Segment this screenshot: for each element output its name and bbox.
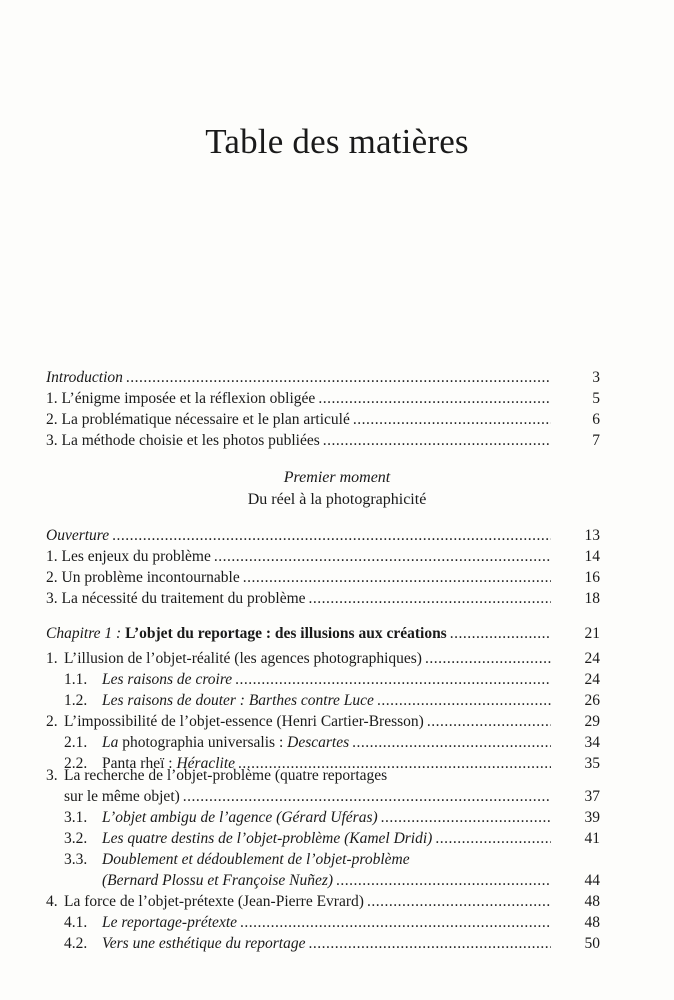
toc-page-number: 37 bbox=[584, 788, 600, 805]
toc-page-number: 13 bbox=[584, 527, 600, 544]
leader-dots bbox=[183, 786, 551, 807]
toc-subsection bbox=[46, 669, 600, 690]
toc-page-number: 5 bbox=[592, 390, 600, 407]
chapter-title: L’objet du reportage : des illusions aux créations bbox=[125, 625, 447, 642]
toc-entry-label: Vers une esthétique du reportage bbox=[102, 935, 306, 952]
toc-subsection bbox=[46, 870, 600, 891]
section-number: 1.1. bbox=[64, 671, 88, 688]
toc-entry bbox=[46, 567, 600, 588]
section-number: 4.1. bbox=[64, 914, 88, 931]
toc-page-number: 35 bbox=[584, 755, 600, 772]
toc-section bbox=[46, 711, 600, 732]
leader-dots bbox=[353, 409, 551, 430]
leader-dots bbox=[336, 870, 551, 891]
toc-entry-chapter bbox=[46, 623, 600, 644]
section-number: 3. bbox=[46, 767, 58, 784]
toc-entry-label: Introduction bbox=[46, 369, 123, 386]
toc-entry-label: L’illusion de l’objet-réalité (les agences photographiques) bbox=[64, 650, 422, 667]
leader-dots bbox=[425, 648, 551, 669]
toc-subsection bbox=[46, 807, 600, 828]
toc-entry-label: 3. La nécessité du traitement du problème bbox=[46, 590, 306, 607]
toc-entry-label: 2. La problématique nécessaire et le plan articulé bbox=[46, 411, 350, 428]
toc-page-number: 41 bbox=[584, 830, 600, 847]
toc-section-line1 bbox=[46, 765, 600, 786]
toc-entry-label: Les raisons de croire bbox=[102, 671, 233, 688]
toc-subsection bbox=[46, 732, 600, 753]
toc-page-number: 24 bbox=[584, 671, 600, 688]
toc-page-number: 34 bbox=[584, 734, 600, 751]
section-number: 1.2. bbox=[64, 692, 88, 709]
leader-dots bbox=[450, 623, 551, 644]
section-number: 4.2. bbox=[64, 935, 88, 952]
section-number: 1. bbox=[46, 650, 58, 667]
toc-entry-label: L’objet ambigu de l’agence (Gérard Uféras) bbox=[102, 809, 378, 826]
toc-entry-label-part: La bbox=[102, 734, 119, 751]
toc-entry-label: La recherche de l’objet-problème (quatre reportages bbox=[64, 767, 388, 784]
toc-entry-label: sur le même objet) bbox=[64, 788, 180, 805]
toc-subsection bbox=[46, 912, 600, 933]
toc-entry-label: (Bernard Plossu et Françoise Nuñez) bbox=[102, 872, 334, 889]
leader-dots bbox=[243, 567, 551, 588]
toc-section bbox=[46, 891, 600, 912]
leader-dots bbox=[435, 828, 551, 849]
toc-section bbox=[46, 786, 600, 807]
leader-dots bbox=[126, 367, 551, 388]
toc-section bbox=[46, 648, 600, 669]
toc-page-number: 18 bbox=[584, 590, 600, 607]
toc-entry-label-part: Panta rheï : bbox=[102, 755, 177, 772]
toc-entry-label: Ouverture bbox=[46, 527, 110, 544]
leader-dots bbox=[112, 525, 551, 546]
toc-entry bbox=[46, 388, 600, 409]
leader-dots bbox=[308, 933, 551, 954]
section-number: 3.3. bbox=[64, 851, 88, 868]
toc-page-number: 21 bbox=[584, 625, 600, 642]
toc-entry-label: Les raisons de douter : Barthes contre Luce bbox=[102, 692, 374, 709]
toc-page-number: 3 bbox=[592, 369, 600, 386]
section-number: 2.2. bbox=[64, 755, 88, 772]
toc-page-number: 26 bbox=[584, 692, 600, 709]
section-number: 4. bbox=[46, 893, 58, 910]
toc-subsection bbox=[46, 933, 600, 954]
leader-dots bbox=[367, 891, 551, 912]
toc-entry-label: La force de l’objet-prétexte (Jean-Pierre Evrard) bbox=[64, 893, 364, 910]
toc-page-number: 50 bbox=[584, 935, 600, 952]
toc-entry-label: 2. Un problème incontournable bbox=[46, 569, 240, 586]
leader-dots bbox=[381, 807, 551, 828]
toc-entry-label: Le reportage-prétexte bbox=[102, 914, 238, 931]
toc-entry-label: Les quatre destins de l’objet-problème (Kamel Dridi) bbox=[102, 830, 433, 847]
section-number: 3.2. bbox=[64, 830, 88, 847]
leader-dots bbox=[323, 430, 551, 451]
toc-entry-introduction bbox=[46, 367, 600, 388]
part-heading: Premier moment bbox=[283, 469, 391, 486]
toc-entry bbox=[46, 546, 600, 567]
leader-dots bbox=[352, 732, 551, 753]
section-number: 3.1. bbox=[64, 809, 88, 826]
toc-subsection-line1 bbox=[46, 849, 600, 870]
toc-page-number: 7 bbox=[592, 432, 600, 449]
leader-dots bbox=[427, 711, 551, 732]
section-number: 2.1. bbox=[64, 734, 88, 751]
toc-page-number: 6 bbox=[592, 411, 600, 428]
toc-page-number: 48 bbox=[584, 914, 600, 931]
section-number: 2. bbox=[46, 713, 58, 730]
toc-entry-label: Doublement et dédoublement de l’objet-problème bbox=[102, 851, 410, 868]
toc-page-number: 29 bbox=[584, 713, 600, 730]
toc-page-number: 39 bbox=[584, 809, 600, 826]
toc-entry bbox=[46, 430, 600, 451]
leader-dots bbox=[235, 669, 551, 690]
toc-entry-ouverture bbox=[46, 525, 600, 546]
leader-dots bbox=[318, 388, 551, 409]
part-subheading: Du réel à la photographicité bbox=[247, 491, 427, 508]
leader-dots bbox=[240, 912, 551, 933]
toc-page-number: 14 bbox=[584, 548, 600, 565]
leader-dots bbox=[377, 690, 551, 711]
toc-page-number: 48 bbox=[584, 893, 600, 910]
toc-entry-label: L’impossibilité de l’objet-essence (Henri Cartier-Bresson) bbox=[64, 713, 424, 730]
toc-page-number: 24 bbox=[584, 650, 600, 667]
leader-dots bbox=[309, 588, 551, 609]
toc-page-number: 16 bbox=[584, 569, 600, 586]
toc-entry-label: 1. Les enjeux du problème bbox=[46, 548, 211, 565]
toc-entry-label-part: Descartes bbox=[287, 734, 350, 751]
chapter-prefix: Chapitre 1 : bbox=[46, 625, 122, 642]
leader-dots bbox=[214, 546, 551, 567]
toc-entry bbox=[46, 409, 600, 430]
toc-entry-label-part: photographia universalis : bbox=[118, 734, 288, 751]
toc-entry-label: 3. La méthode choisie et les photos publiées bbox=[46, 432, 320, 449]
toc-entry bbox=[46, 588, 600, 609]
toc-entry-label: 1. L’énigme imposée et la réflexion obligée bbox=[46, 390, 316, 407]
page-title: Table des matières bbox=[205, 122, 469, 161]
toc-page-number: 44 bbox=[584, 872, 600, 889]
toc-entry-label-part: Héraclite bbox=[176, 755, 236, 772]
toc-subsection bbox=[46, 690, 600, 711]
toc-subsection bbox=[46, 828, 600, 849]
